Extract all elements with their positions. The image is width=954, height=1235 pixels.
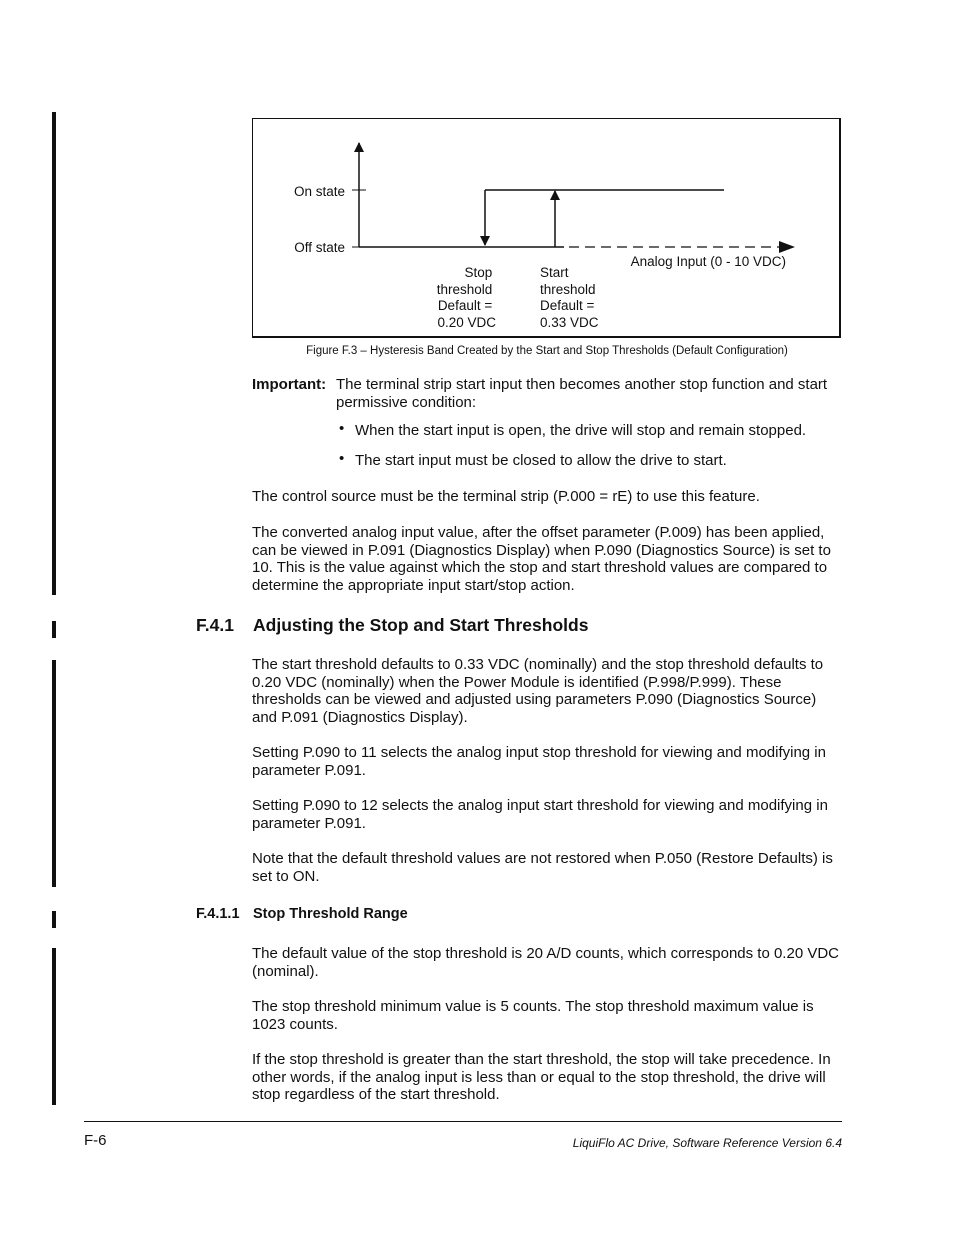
subsection-title: Stop Threshold Range	[253, 906, 408, 922]
x-axis-arrowhead	[779, 241, 795, 253]
section-title: Adjusting the Stop and Start Thresholds	[253, 615, 589, 635]
paragraph: Setting P.090 to 12 selects the analog input start threshold for viewing and modifying in parameter P.091.	[252, 797, 828, 832]
section-heading	[196, 615, 588, 636]
section-number: F.4.1	[196, 615, 234, 635]
paragraph: The converted analog input value, after the offset parameter (P.009) has been applied, can be viewed in P.091 (Diagnostics Display) when P.090 (Diagnostics Source) is set to 10. This is the value against which the stop and start threshold values are compared to determine the appropriate input start/stop action.	[252, 524, 831, 594]
bullet-icon: •	[339, 420, 345, 437]
bullet-icon: •	[339, 450, 345, 467]
on-state-label: On state	[293, 184, 345, 199]
subsection-number: F.4.1.1	[196, 906, 240, 922]
start-threshold-label: Start threshold Default = 0.33 VDC	[540, 265, 599, 330]
important-text: The terminal strip start input then becomes another stop function and start permissive condition:	[336, 376, 828, 411]
paragraph: The stop threshold minimum value is 5 counts. The stop threshold maximum value is 1023 counts.	[252, 998, 814, 1033]
footer-rule	[84, 1121, 842, 1122]
stop-threshold-label: Stop threshold Default = 0.20 VDC	[436, 265, 496, 330]
change-bar	[52, 911, 56, 928]
x-axis-label: Analog Input (0 - 10 VDC)	[630, 254, 786, 269]
change-bar	[52, 660, 56, 887]
paragraph: Setting P.090 to 11 selects the analog input stop threshold for viewing and modifying in parameter P.091.	[252, 744, 826, 779]
change-bar	[52, 112, 56, 595]
subsection-heading	[196, 906, 408, 922]
bullet-item: The start input must be closed to allow the drive to start.	[355, 452, 727, 469]
paragraph: Note that the default threshold values are not restored when P.050 (Restore Defaults) is set to ON.	[252, 850, 833, 885]
paragraph: The default value of the stop threshold is 20 A/D counts, which corresponds to 0.20 VDC (nominal).	[252, 945, 839, 980]
paragraph: The start threshold defaults to 0.33 VDC (nominally) and the stop threshold defaults to 0.20 VDC (nominally) when the Power Module is identified (P.998/P.999). These thresholds can be viewed and adjusted using parameters P.090 (Diagnostics Source) and P.091 (Diagnostics Display).	[252, 656, 824, 726]
paragraph: If the stop threshold is greater than the start threshold, the stop will take precedence. In other words, if the analog input is less than or equal to the stop threshold, the drive will stop regardless of the start threshold.	[252, 1051, 831, 1103]
change-bar	[52, 948, 56, 1105]
hysteresis-diagram	[253, 119, 842, 339]
page-number: F-6	[84, 1132, 107, 1149]
important-label: Important:	[252, 376, 327, 393]
paragraph: The control source must be the terminal strip (P.000 = rE) to use this feature.	[252, 488, 760, 505]
figure-caption: Figure F.3 – Hysteresis Band Created by the Start and Stop Thresholds (Default Configuration)	[306, 345, 788, 357]
off-state-label: Off state	[294, 240, 345, 255]
change-bar	[52, 621, 56, 638]
bullet-item: When the start input is open, the drive will stop and remain stopped.	[355, 422, 807, 439]
hysteresis-figure	[252, 118, 841, 338]
document-title: LiquiFlo AC Drive, Software Reference Version 6.4	[572, 1136, 842, 1150]
